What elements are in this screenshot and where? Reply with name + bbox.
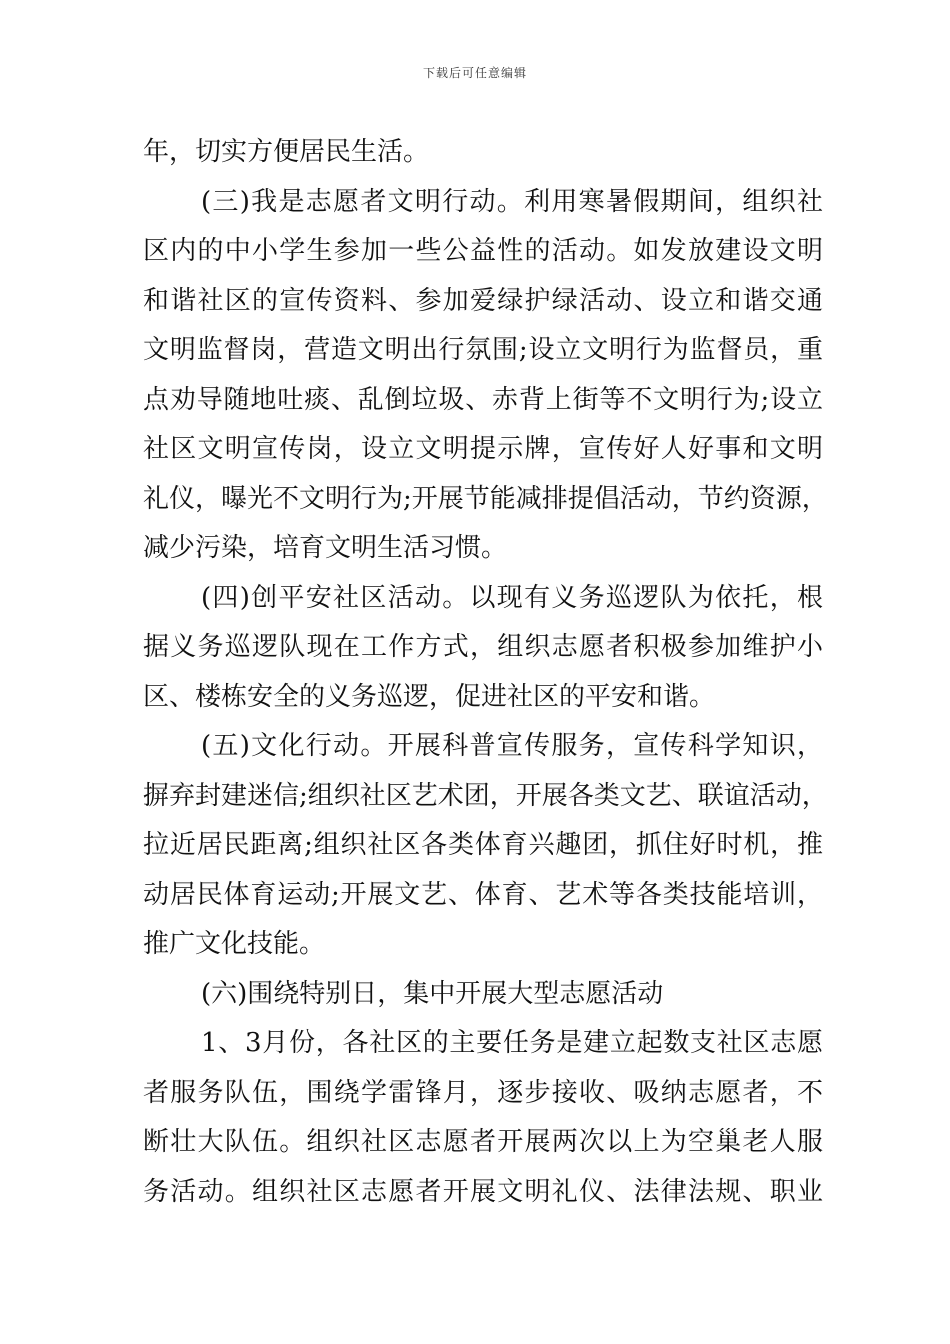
text-line: 推广文化技能。 (143, 929, 326, 959)
text-line: 和谐社区的宣传资料、参加爱绿护绿活动、设立和谐交通 (143, 285, 823, 316)
text-line: 社区文明宣传岗，设立文明提示牌，宣传好人好事和文明 (143, 434, 823, 464)
page-header: 下载后可任意编辑 (422, 66, 527, 80)
text-line: 文明监督岗，营造文明出行氛围;设立文明行为监督员，重 (143, 335, 823, 365)
text-line: 拉近居民距离;组织社区各类体育兴趣团，抓住好时机，推 (143, 830, 823, 860)
text-line: 区、楼栋安全的义务巡逻，促进社区的平安和谐。 (143, 681, 716, 712)
text-line: (四)创平安社区活动。以现有义务巡逻队为依托，根 (201, 582, 823, 613)
text-line: 礼仪，曝光不文明行为;开展节能减排提倡活动，节约资源， (143, 483, 828, 514)
text-line: 者服务队伍，围绕学雷锋月，逐步接收、吸纳志愿者，不 (143, 1077, 823, 1108)
text-line: 点劝导随地吐痰、乱倒垃圾、赤背上街等不文明行为;设立 (143, 384, 823, 415)
text-line: 年，切实方便居民生活。 (143, 137, 430, 167)
text-line: 摒弃封建迷信;组织社区艺术团，开展各类文艺、联谊活动， (143, 780, 828, 811)
text-line: 动居民体育运动;开展文艺、体育、艺术等各类技能培训， (143, 879, 823, 910)
text-line: 据义务巡逻队现在工作方式，组织志愿者积极参加维护小 (143, 632, 823, 662)
document-body (143, 128, 828, 1217)
text-line: 务活动。组织社区志愿者开展文明礼仪、法律法规、职业 (143, 1176, 823, 1207)
text-line: 断壮大队伍。组织社区志愿者开展两次以上为空巢老人服 (143, 1127, 823, 1157)
text-line: 减少污染，培育文明生活习惯。 (143, 533, 508, 563)
text-line: (五)文化行动。开展科普宣传服务，宣传科学知识， (201, 731, 823, 761)
text-line: 1、3月份，各社区的主要任务是建立起数支社区志愿 (201, 1028, 823, 1058)
text-line: (六)围绕特别日，集中开展大型志愿活动 (201, 978, 664, 1009)
text-line: 区内的中小学生参加一些公益性的活动。如发放建设文明 (143, 236, 823, 266)
text-line: (三)我是志愿者文明行动。利用寒暑假期间，组织社 (201, 186, 823, 217)
